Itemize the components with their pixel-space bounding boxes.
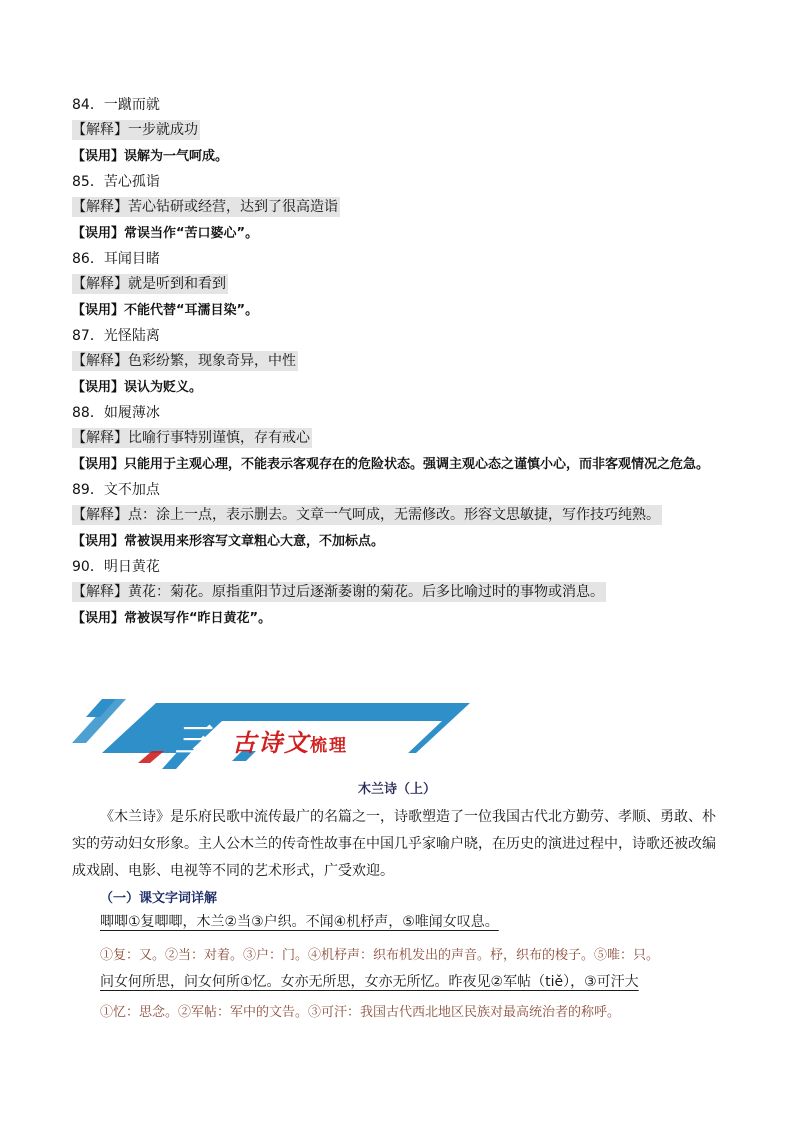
- entry-explanation: 【解释】点：涂上一点，表示删去。文章一气呵成，无需修改。形容文思敏捷，写作技巧纯熟。: [72, 506, 660, 523]
- entry-misuse: 【误用】常误当作“苦口婆心”。: [72, 226, 259, 241]
- verse-line: 问女何所思，问女何所①忆。女亦无所思，女亦无所忆。昨夜见②军帖（tiě），③可汗大: [100, 974, 639, 990]
- entry-title: 87．光怪陆离: [72, 328, 160, 344]
- idiom-entry: [72, 402, 732, 478]
- entry-explanation: 【解释】色彩纷繁，现象奇异，中性: [72, 352, 296, 369]
- entry-title: 86．耳闻目睹: [72, 251, 160, 267]
- entry-explanation: 【解释】比喻行事特别谨慎，存有戒心: [72, 429, 310, 446]
- poem-intro: 《木兰诗》是乐府民歌中流传最广的名篇之一，诗歌塑造了一位我国古代北方勤劳、孝顺、勇敢、朴实的劳动妇女形象。主人公木兰的传奇性故事在中国几乎家喻户晓，在历史的演进过程中，诗歌还被改编成戏剧、电影、电视等不同的艺术形式，广受欢迎。: [72, 809, 716, 879]
- verse-line: 唧唧①复唧唧，木兰②当③户织。不闻④机杼声，⑤唯闻女叹息。: [100, 914, 499, 930]
- entry-misuse: 【误用】不能代替“耳濡目染”。: [72, 303, 259, 318]
- entry-misuse: 【误用】常被误写作“昨日黄花”。: [72, 611, 272, 626]
- entry-misuse: 【误用】常被误用来形容写文章粗心大意，不加标点。: [72, 534, 385, 549]
- entry-explanation: 【解释】苦心钻研或经营，达到了很高造诣: [72, 198, 338, 215]
- annotation-line: ①复：又。②当：对着。③户：门。④机杼声：织布机发出的声音。杼，织布的梭子。⑤唯：只。: [100, 948, 660, 963]
- entry-title: 90．明日黄花: [72, 559, 160, 575]
- idiom-entry: [72, 556, 732, 632]
- entry-misuse: 【误用】误解为一气呵成。: [72, 149, 229, 164]
- entry-misuse: 【误用】只能用于主观心理，不能表示客观存在的危险状态。强调主观心态之谨慎小心，而非客观情况之危急。: [72, 457, 710, 472]
- entry-explanation: 【解释】就是听到和看到: [72, 275, 226, 292]
- idiom-entry: [72, 94, 732, 170]
- entry-title: 84．一蹴而就: [72, 97, 160, 113]
- annotation-line: ①忆：思念。②军帖：军中的文告。③可汗：我国古代西北地区民族对最高统治者的称呼。: [100, 1005, 621, 1020]
- entry-title: 85．苦心孤诣: [72, 174, 160, 190]
- idiom-entries: [72, 93, 732, 632]
- banner-number: 三: [175, 721, 209, 761]
- idiom-entry: [72, 171, 732, 247]
- section-banner: [72, 697, 472, 771]
- entry-title: 88．如履薄冰: [72, 405, 160, 421]
- idiom-entry: [72, 248, 732, 324]
- poem-title: 木兰诗（上）: [357, 782, 436, 797]
- idiom-entry: [72, 479, 732, 555]
- entry-explanation: 【解释】一步就成功: [72, 121, 198, 138]
- entry-misuse: 【误用】误认为贬义。: [72, 380, 203, 395]
- entry-explanation: 【解释】黄花：菊花。原指重阳节过后逐渐萎谢的菊花。后多比喻过时的事物或消息。: [72, 583, 604, 600]
- section-heading: （一）课文字词详解: [100, 891, 218, 906]
- idiom-entry: [72, 325, 732, 401]
- entry-title: 89．文不加点: [72, 482, 160, 498]
- banner-title: 古诗文梳理: [232, 728, 348, 757]
